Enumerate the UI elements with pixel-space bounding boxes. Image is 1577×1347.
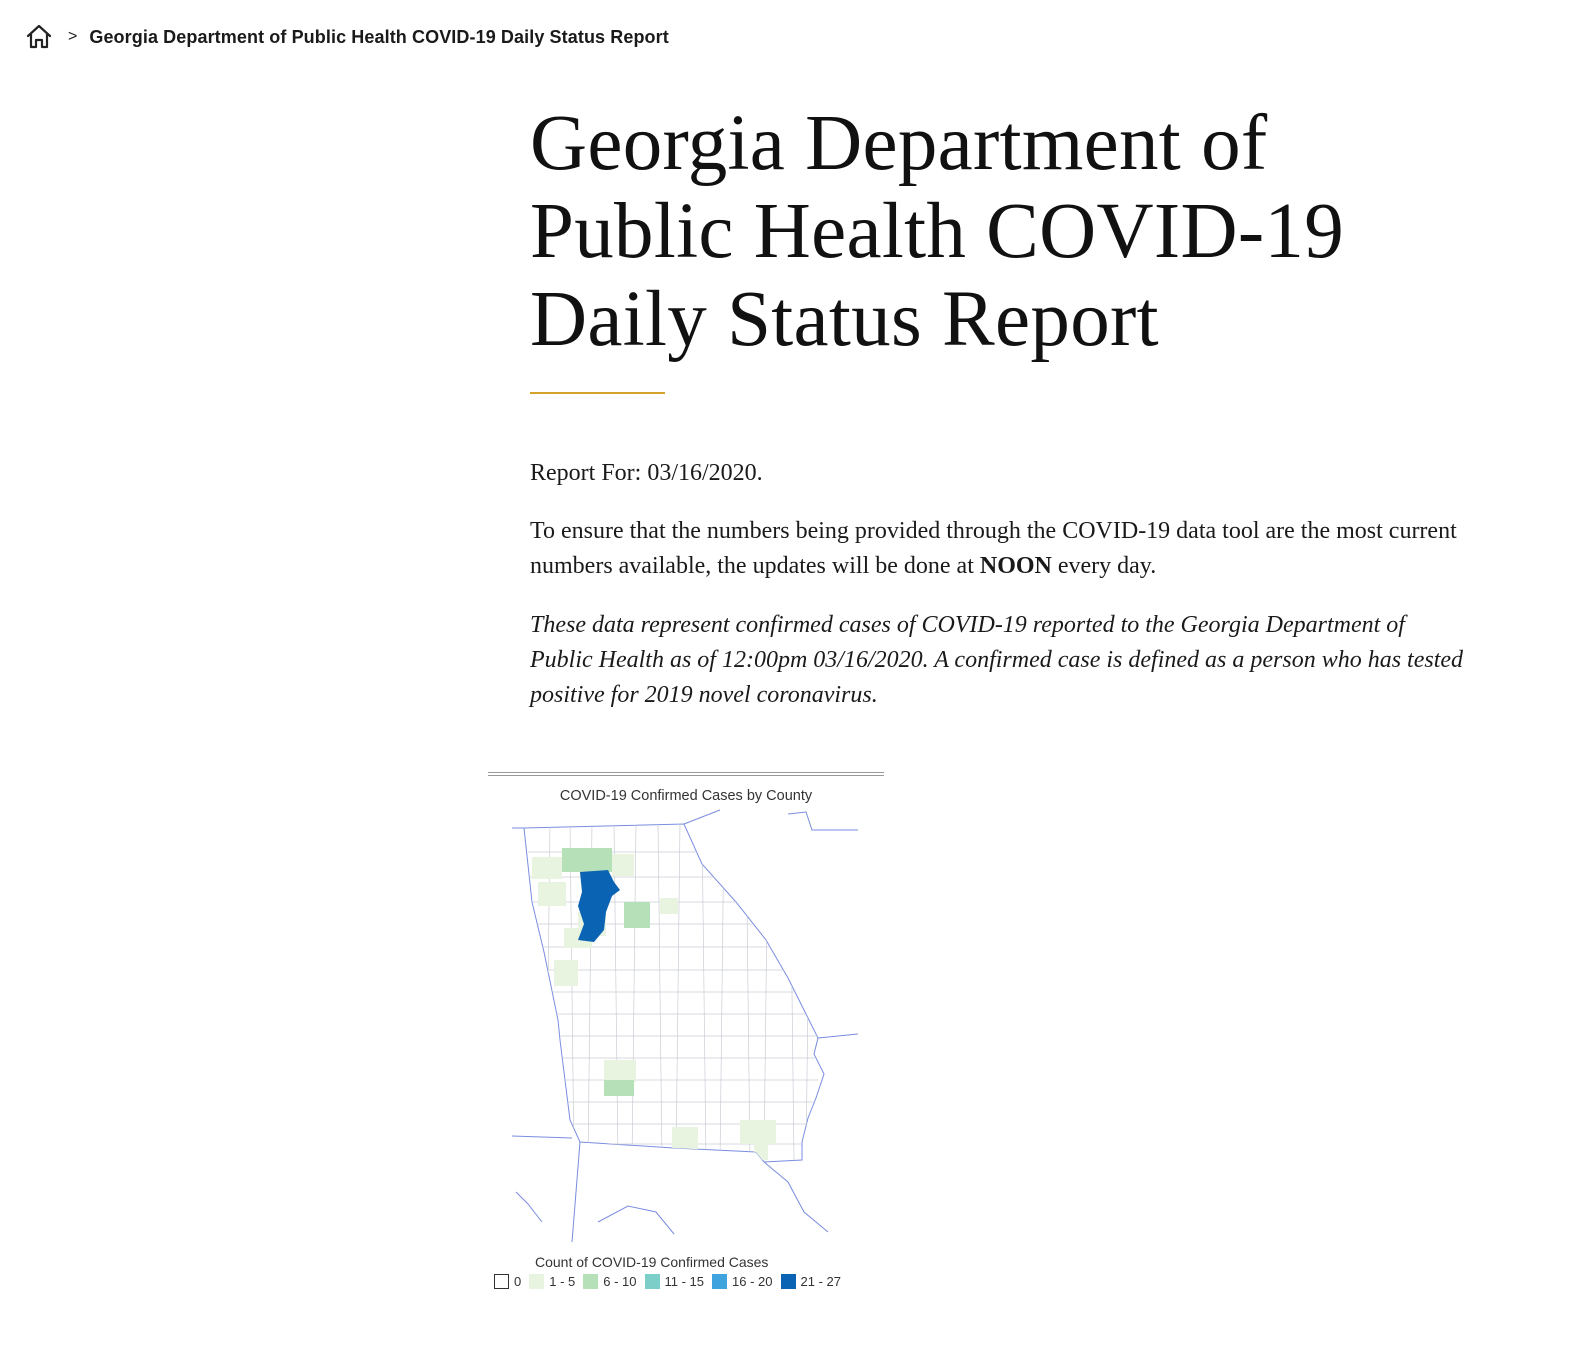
chevron-right-icon: > bbox=[68, 28, 78, 45]
page-title: Georgia Department of Public Health COVID-19 Daily Status Report bbox=[530, 100, 1345, 363]
legend-item bbox=[583, 1274, 636, 1289]
map-legend bbox=[494, 1274, 849, 1289]
figure-top-rule bbox=[488, 772, 884, 776]
legend-swatch bbox=[529, 1274, 544, 1289]
legend-item bbox=[529, 1274, 575, 1289]
georgia-outline bbox=[524, 824, 824, 1162]
legend-swatch bbox=[781, 1274, 796, 1289]
update-note bbox=[530, 514, 1470, 584]
legend-swatch bbox=[494, 1274, 509, 1289]
home-icon[interactable] bbox=[24, 22, 54, 52]
title-underline bbox=[530, 392, 665, 394]
legend-label: 21 - 27 bbox=[800, 1274, 841, 1289]
legend-item bbox=[645, 1274, 705, 1289]
georgia-county-map bbox=[488, 802, 884, 1242]
county-map-figure bbox=[488, 772, 884, 1302]
legend-label: 11 - 15 bbox=[664, 1274, 705, 1289]
breadcrumb bbox=[24, 22, 669, 52]
legend-swatch bbox=[712, 1274, 727, 1289]
main-content bbox=[530, 100, 1470, 713]
report-date: Report For: 03/16/2020. bbox=[530, 460, 763, 486]
legend-swatch bbox=[645, 1274, 660, 1289]
legend-label: 1 - 5 bbox=[549, 1274, 576, 1289]
legend-label: 0 bbox=[514, 1274, 522, 1289]
legend-swatch bbox=[583, 1274, 598, 1289]
legend-label: 16 - 20 bbox=[732, 1274, 773, 1289]
legend-item bbox=[781, 1274, 841, 1289]
breadcrumb-current[interactable]: Georgia Department of Public Health COVID-19 Daily Status Report bbox=[89, 26, 669, 47]
legend-item bbox=[712, 1274, 772, 1289]
update-note-end: every day. bbox=[1051, 553, 1157, 579]
legend-item bbox=[494, 1274, 521, 1289]
data-disclaimer: These data represent confirmed cases of COVID-19 reported to the Georgia Department of Public Health as of 12:00pm 03/16/2020. A confirmed case is defined as a person who has tested positive for 2019 novel coronavirus. bbox=[530, 612, 1464, 708]
map-title: COVID-19 Confirmed Cases by County bbox=[559, 788, 813, 804]
update-time: NOON bbox=[979, 553, 1052, 579]
update-note-text: To ensure that the numbers being provided through the COVID-19 data tool are the most current numbers available, the updates will be done at bbox=[530, 518, 1457, 579]
legend-title: Count of COVID-19 Confirmed Cases bbox=[535, 1254, 769, 1270]
legend-label: 6 - 10 bbox=[603, 1274, 637, 1289]
